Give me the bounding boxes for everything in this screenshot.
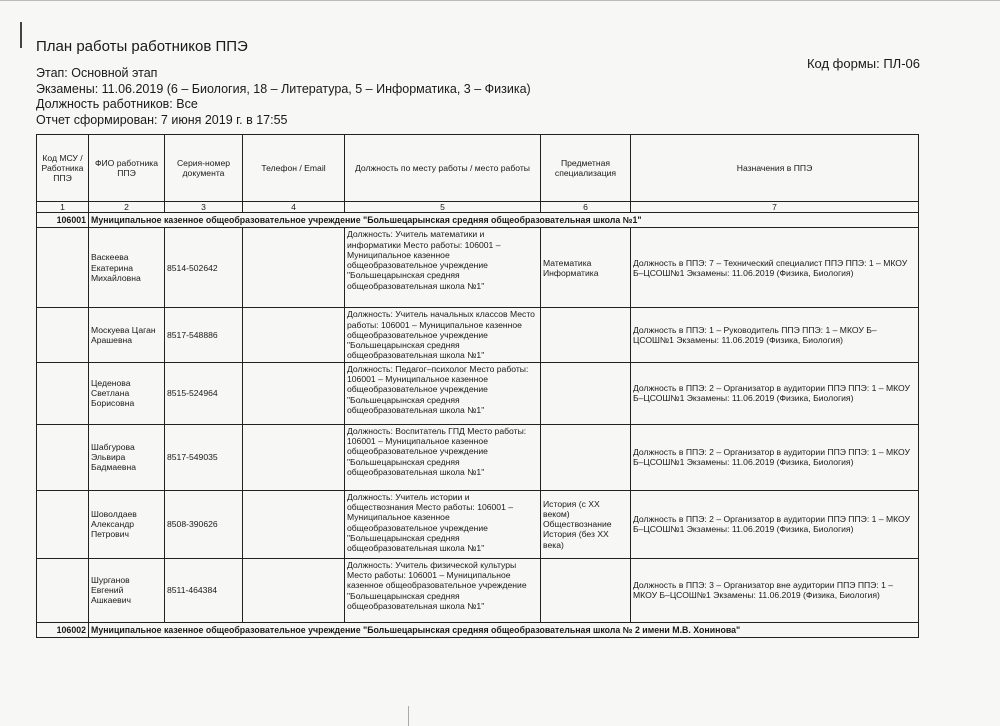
doc-cell: 8515-524964 (165, 362, 243, 424)
empty (37, 490, 89, 558)
assignment-cell: Должность в ППЭ: 2 – Организатор в аудитории ППЭ ППЭ: 1 – МКОУ Б–ЦСОШ№1 Экзамены: 11.06.2019 (Физика, Биология) (631, 424, 919, 490)
empty (37, 228, 89, 308)
column-number: 7 (631, 202, 919, 213)
spec-cell: Математика Информатика (541, 228, 631, 308)
org-name: Муниципальное казенное общеобразовательное учреждение "Большецарынская средняя общеобразовательная школа № 2 имени М.В. Хонинова" (89, 622, 919, 637)
column-number: 5 (345, 202, 541, 213)
document-title: План работы работников ППЭ (36, 38, 248, 55)
empty (37, 308, 89, 362)
doc-cell: 8508-390626 (165, 490, 243, 558)
header-code: Код МСУ / Работника ППЭ (37, 135, 89, 202)
doc-cell: 8517-548886 (165, 308, 243, 362)
doc-cell: 8511-464384 (165, 558, 243, 622)
spec-cell (541, 424, 631, 490)
scan-fold-line (408, 706, 409, 726)
form-code: Код формы: ПЛ-06 (806, 56, 920, 71)
position-cell: Должность: Педагог–психолог Место работы: 106001 – Муниципальное казенное общеобразовательное учреждение "Большецарынская средняя общеобразовательная школа №1" (345, 362, 541, 424)
phone-cell (243, 558, 345, 622)
position-cell: Должность: Учитель математики и информатики Место работы: 106001 – Муниципальное казенное общеобразовательное учреждение "Большецарынская средняя общеобразовательная школа №1" (345, 228, 541, 308)
table-row (37, 424, 919, 490)
table-body (37, 202, 919, 638)
table-row (37, 308, 919, 362)
header-doc: Серия-номер документа (165, 135, 243, 202)
header-spec: Предметная специализация (541, 135, 631, 202)
table-row (37, 490, 919, 558)
empty (37, 424, 89, 490)
header-row (37, 135, 919, 202)
table-row (37, 558, 919, 622)
doc-cell: 8514-502642 (165, 228, 243, 308)
spec-cell (541, 558, 631, 622)
document-meta (36, 66, 531, 128)
assignment-cell: Должность в ППЭ: 2 – Организатор в аудитории ППЭ ППЭ: 1 – МКОУ Б–ЦСОШ№1 Экзамены: 11.06.2019 (Физика, Биология) (631, 490, 919, 558)
position-cell: Должность: Воспитатель ГПД Место работы: 106001 – Муниципальное казенное общеобразовательное учреждение "Большецарынская средняя общеобразовательная школа №1" (345, 424, 541, 490)
phone-cell (243, 362, 345, 424)
header-fio: ФИО работника ППЭ (89, 135, 165, 202)
stage-line: Этап: Основной этап (36, 66, 158, 80)
header-assignment: Назначения в ППЭ (631, 135, 919, 202)
fio-cell: Шабгурова Эльвира Бадмаевна (89, 424, 165, 490)
spec-cell: История (с XX веком) Обществознание История (без XX века) (541, 490, 631, 558)
scan-mark (20, 22, 22, 48)
column-number: 4 (243, 202, 345, 213)
column-number-row (37, 202, 919, 213)
fio-cell: Шурганов Евгений Ашкаевич (89, 558, 165, 622)
column-number: 6 (541, 202, 631, 213)
org-code: 106001 (37, 213, 89, 228)
scan-edge (0, 0, 1000, 1)
exams-line: Экзамены: 11.06.2019 (6 – Биология, 18 – Литература, 5 – Информатика, 3 – Физика) (36, 81, 531, 96)
header-position: Должность по месту работы / место работы (345, 135, 541, 202)
fio-cell: Шоволдаев Александр Петрович (89, 490, 165, 558)
fio-cell: Москуева Цаган Арашевна (89, 308, 165, 362)
position-cell: Должность: Учитель начальных классов Место работы: 106001 – Муниципальное казенное общеобразовательное учреждение "Большецарынская средняя общеобразовательная школа №1" (345, 308, 541, 362)
staff-table (36, 134, 919, 638)
phone-cell (243, 308, 345, 362)
phone-cell (243, 490, 345, 558)
assignment-cell: Должность в ППЭ: 3 – Организатор вне аудитории ППЭ ППЭ: 1 – МКОУ Б–ЦСОШ№1 Экзамены: 11.06.2019 (Физика, Биология) (631, 558, 919, 622)
column-number: 1 (37, 202, 89, 213)
position-cell: Должность: Учитель физической культуры Место работы: 106001 – Муниципальное казенное общеобразовательное учреждение "Большецарынская средняя общеобразовательная школа №1" (345, 558, 541, 622)
empty (37, 558, 89, 622)
assignment-cell: Должность в ППЭ: 2 – Организатор в аудитории ППЭ ППЭ: 1 – МКОУ Б–ЦСОШ№1 Экзамены: 11.06.2019 (Физика, Биология) (631, 362, 919, 424)
position-cell: Должность: Учитель истории и обществознания Место работы: 106001 – Муниципальное казенное общеобразовательное учреждение "Большецарынская средняя общеобразовательная школа №1" (345, 490, 541, 558)
assignment-cell: Должность в ППЭ: 7 – Технический специалист ППЭ ППЭ: 1 – МКОУ Б–ЦСОШ№1 Экзамены: 11.06.2019 (Физика, Биология) (631, 228, 919, 308)
org-name: Муниципальное казенное общеобразовательное учреждение "Большецарынская средняя общеобразовательная школа №1" (89, 213, 919, 228)
column-number: 2 (89, 202, 165, 213)
org-row (37, 622, 919, 637)
header-phone: Телефон / Email (243, 135, 345, 202)
table-row (37, 362, 919, 424)
spec-cell (541, 362, 631, 424)
org-row (37, 213, 919, 228)
column-number: 3 (165, 202, 243, 213)
fio-cell: Васкеева Екатерина Михайловна (89, 228, 165, 308)
org-code: 106002 (37, 622, 89, 637)
phone-cell (243, 424, 345, 490)
phone-cell (243, 228, 345, 308)
spec-cell (541, 308, 631, 362)
positions-line: Должность работников: Все (36, 97, 198, 111)
doc-cell: 8517-549035 (165, 424, 243, 490)
empty (37, 362, 89, 424)
assignment-cell: Должность в ППЭ: 1 – Руководитель ППЭ ППЭ: 1 – МКОУ Б–ЦСОШ№1 Экзамены: 11.06.2019 (Физика, Биология) (631, 308, 919, 362)
generated-line: Отчет сформирован: 7 июня 2019 г. в 17:55 (36, 112, 288, 127)
fio-cell: Цеденова Светлана Борисовна (89, 362, 165, 424)
table-row (37, 228, 919, 308)
